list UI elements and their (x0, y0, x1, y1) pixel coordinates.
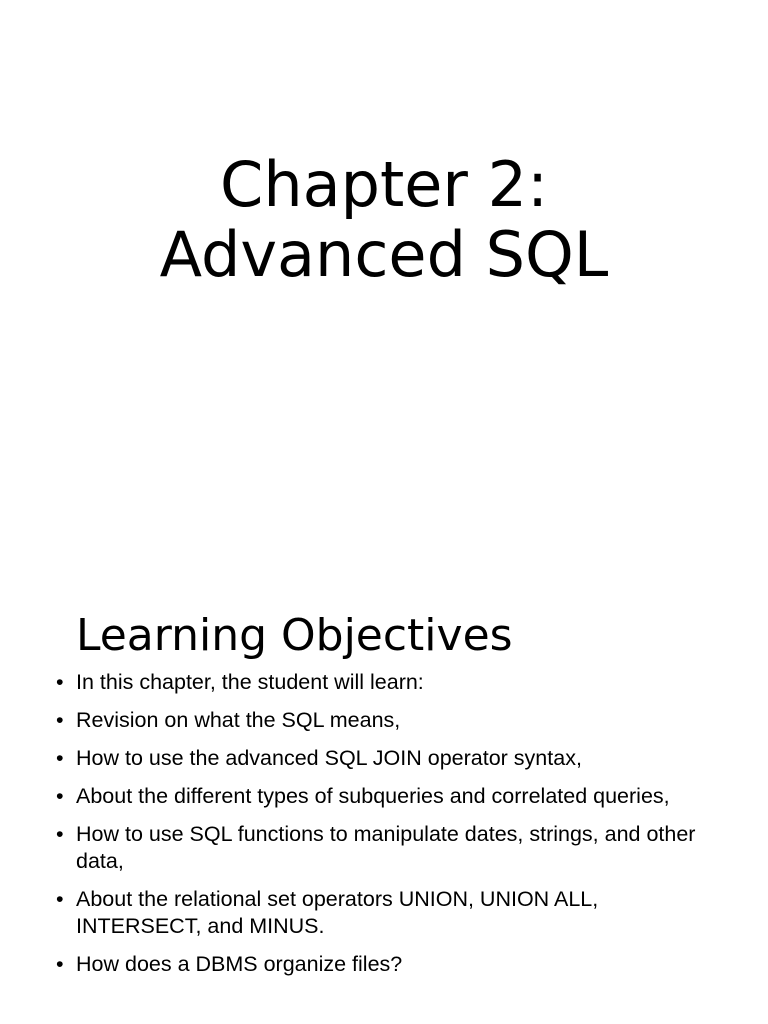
objective-text: About the relational set operators UNION, UNION ALL, INTERSECT, and MINUS. (76, 887, 599, 938)
objective-item (56, 669, 716, 696)
objective-item (56, 745, 716, 772)
objective-text: How does a DBMS organize files? (76, 952, 403, 976)
objective-item (56, 951, 716, 978)
objective-text: In this chapter, the student will learn: (76, 670, 424, 694)
objectives-slide (0, 560, 768, 1024)
objective-text: Revision on what the SQL means, (76, 708, 401, 732)
objective-item (56, 707, 716, 734)
objectives-list (56, 669, 716, 989)
bullet-icon: • (56, 708, 64, 732)
bullet-icon: • (56, 784, 64, 808)
bullet-icon: • (56, 746, 64, 770)
objective-text: How to use the advanced SQL JOIN operator syntax, (76, 746, 582, 770)
objective-item (56, 886, 716, 940)
bullet-icon: • (56, 887, 64, 911)
chapter-title (0, 150, 768, 290)
objective-item (56, 783, 716, 810)
bullet-icon: • (56, 952, 64, 976)
bullet-icon: • (56, 670, 64, 694)
chapter-title-line-1: Chapter 2: (220, 148, 548, 221)
objectives-heading: Learning Objectives (76, 610, 513, 661)
bullet-icon: • (56, 822, 64, 846)
objective-text: How to use SQL functions to manipulate dates, strings, and other data, (76, 822, 696, 873)
chapter-title-line-2: Advanced SQL (159, 218, 609, 291)
objective-text: About the different types of subqueries and correlated queries, (76, 784, 670, 808)
objective-item (56, 821, 716, 875)
